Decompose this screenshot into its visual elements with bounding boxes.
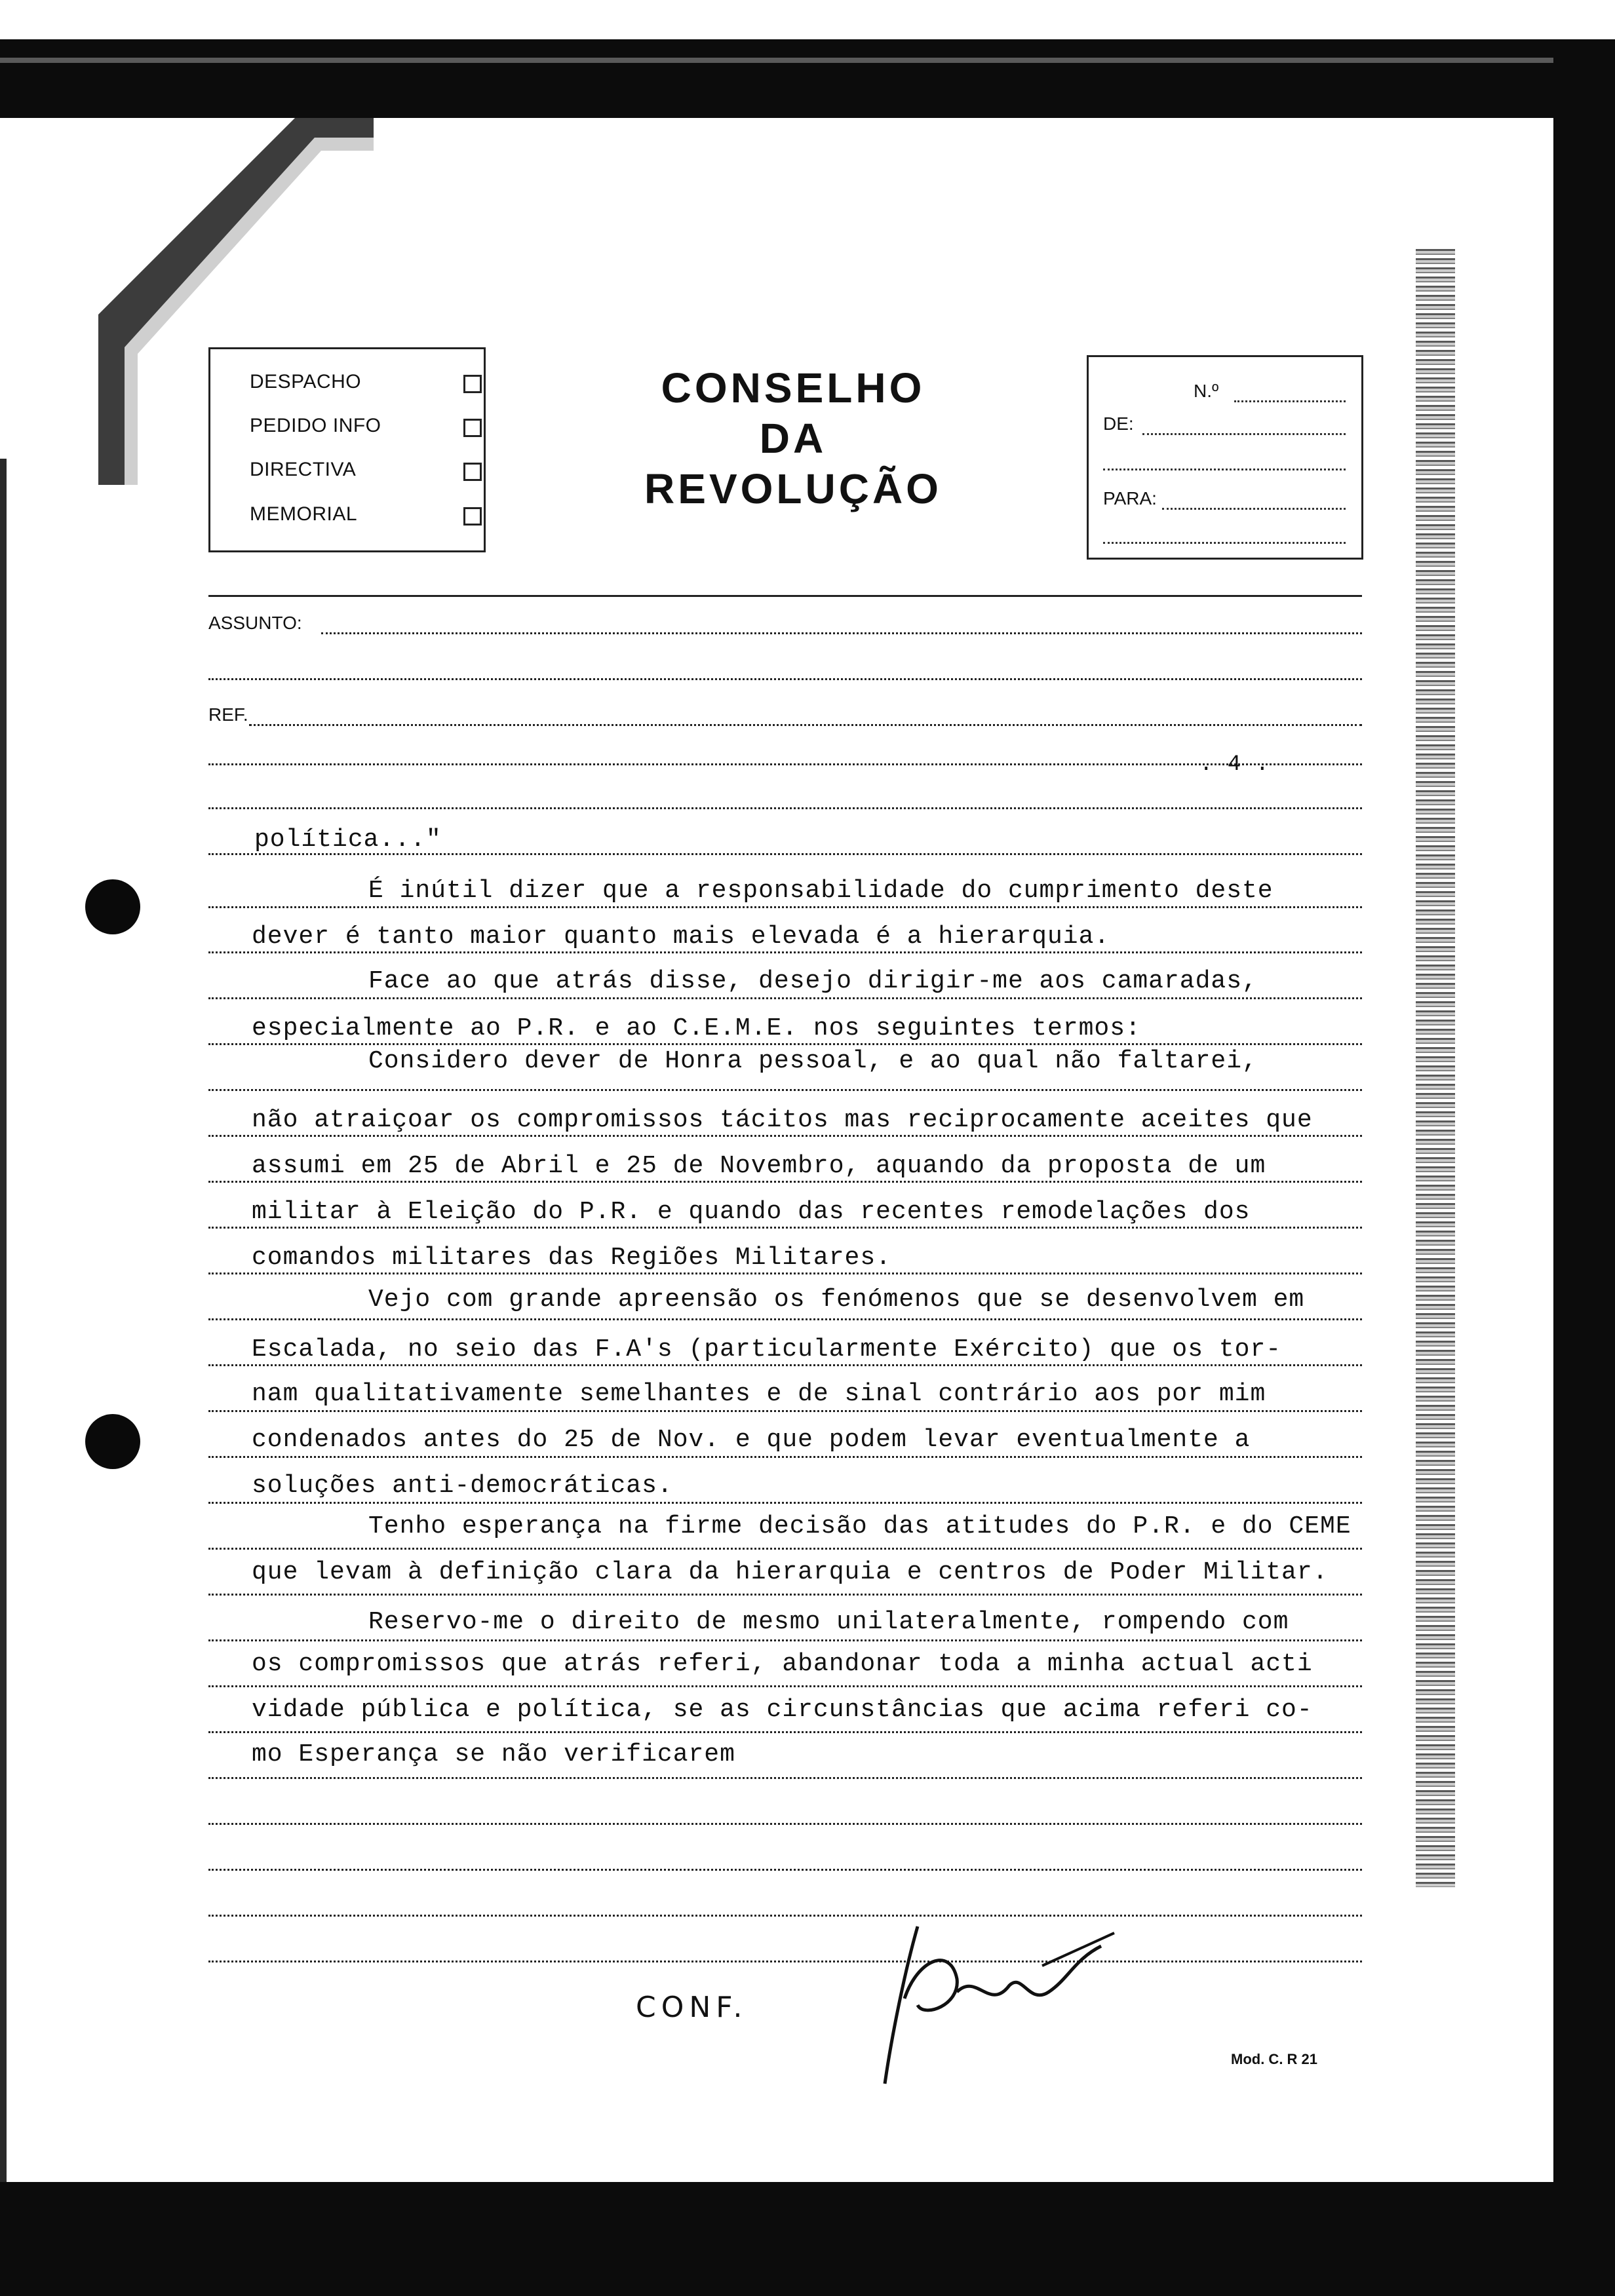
ruled-line: [208, 1181, 1362, 1183]
checkbox-square[interactable]: [463, 463, 482, 481]
para-line: [1162, 508, 1346, 510]
ref-line-2[interactable]: [208, 763, 1362, 765]
body-line: não atraiçoar os compromissos tácitos mas reciprocamente aceites que: [252, 1106, 1313, 1134]
assunto-line[interactable]: [321, 632, 1362, 634]
body-line: Vejo com grande apreensão os fenómenos que se desenvolvem em: [368, 1286, 1305, 1314]
body-line: que levam à definição clara da hierarquia e centros de Poder Militar.: [252, 1558, 1329, 1586]
body-line: Tenho esperança na firme decisão das atitudes do P.R. e do CEME: [368, 1512, 1352, 1540]
header-separator: [208, 595, 1362, 597]
body-line: os compromissos que atrás referi, abandonar toda a minha actual acti: [252, 1650, 1313, 1678]
checkbox-square[interactable]: [463, 419, 482, 437]
de-field[interactable]: [1103, 413, 1134, 434]
punch-hole-bottom: [85, 1414, 140, 1469]
checkbox-label: PEDIDO INFO: [250, 415, 381, 436]
body-line: dever é tanto maior quanto mais elevada é a hierarquia.: [252, 923, 1110, 951]
checkbox-label: DESPACHO: [250, 371, 362, 392]
de-line-2: [1103, 469, 1346, 470]
ruled-line: [208, 906, 1362, 908]
ruled-line: [208, 1639, 1362, 1641]
body-line: assumi em 25 de Abril e 25 de Novembro, aquando da proposta de um: [252, 1152, 1266, 1180]
para-line-2: [1103, 542, 1346, 544]
checkbox-square[interactable]: [463, 375, 482, 393]
checkbox-despacho[interactable]: [250, 369, 361, 395]
checkbox-memorial[interactable]: [250, 501, 357, 527]
ruled-line: [208, 1410, 1362, 1412]
de-label: DE:: [1103, 413, 1134, 434]
ref-label: REF.: [208, 704, 248, 725]
checkbox-label: MEMORIAL: [250, 503, 358, 525]
ruled-line: [208, 1548, 1362, 1550]
conf-stamp: CONF.: [636, 1991, 748, 2024]
checkbox-directiva[interactable]: [250, 457, 356, 483]
form-code: Mod. C. R 21: [1231, 2051, 1318, 2067]
ruled-line: [208, 807, 1362, 809]
routing-checkbox-panel: [208, 347, 486, 552]
ruled-line: [208, 1594, 1362, 1596]
body-line: especialmente ao P.R. e ao C.E.M.E. nos seguintes termos:: [252, 1014, 1141, 1043]
ruled-line: [208, 1915, 1362, 1917]
ruled-line: [208, 1685, 1362, 1687]
para-label: PARA:: [1103, 488, 1157, 508]
body-line: Escalada, no seio das F.A's (particularmente Exército) que os tor-: [252, 1335, 1282, 1364]
body-line: comandos militares das Regiões Militares.: [252, 1244, 891, 1272]
checkbox-label: DIRECTIVA: [250, 459, 357, 480]
para-field[interactable]: [1103, 488, 1157, 509]
scan-border-line: [0, 58, 1615, 63]
checkbox-pedido-info[interactable]: [250, 413, 381, 439]
ruled-line: [208, 1364, 1362, 1366]
scan-border-top: [0, 39, 1615, 118]
numero-line: [1234, 400, 1346, 402]
body-line: soluções anti-democráticas.: [252, 1472, 673, 1500]
body-line: Considero dever de Honra pessoal, e ao qual não faltarei,: [368, 1047, 1258, 1075]
ruled-line: [208, 1731, 1362, 1733]
ruled-line: [208, 1272, 1362, 1274]
ruled-line: [208, 1456, 1362, 1458]
page-title-line-2: DA: [759, 415, 827, 462]
page-title-line-1: CONSELHO: [661, 364, 925, 411]
ruled-line: [208, 1227, 1362, 1229]
checkbox-square[interactable]: [463, 507, 482, 526]
scan-border-right: [1553, 39, 1615, 2296]
ruled-line: [208, 1502, 1362, 1504]
reference-box: [1087, 355, 1363, 560]
scan-border-left: [0, 459, 7, 2293]
ruled-line: [208, 997, 1362, 999]
numero-label: N.º: [1194, 381, 1219, 401]
body-line: Face ao que atrás disse, desejo dirigir-me aos camaradas,: [368, 967, 1258, 995]
body-line: Reservo-me o direito de mesmo unilateralmente, rompendo com: [368, 1608, 1289, 1636]
ruled-line: [208, 1089, 1362, 1091]
punch-hole-top: [85, 879, 140, 934]
scan-noise: [1416, 249, 1455, 1887]
ruled-line: [208, 1043, 1362, 1045]
body-line: política...": [254, 826, 442, 854]
body-line: É inútil dizer que a responsabilidade do cumprimento deste: [368, 877, 1274, 905]
ruled-line: [208, 1135, 1362, 1137]
ref-line[interactable]: [249, 724, 1362, 726]
body-line: nam qualitativamente semelhantes e de sinal contrário aos por mim: [252, 1380, 1266, 1408]
ruled-line: [208, 951, 1362, 953]
scan-border-bottom: [0, 2182, 1615, 2296]
de-line: [1142, 433, 1346, 435]
body-line: vidade pública e política, se as circunstâncias que acima referi co-: [252, 1696, 1313, 1724]
body-line: mo Esperança se não verificarem: [252, 1740, 735, 1769]
assunto-label: ASSUNTO:: [208, 613, 302, 633]
ruled-line: [208, 1777, 1362, 1779]
ruled-line: [208, 1961, 1362, 1962]
page-title-line-3: REVOLUÇÃO: [644, 465, 942, 512]
ruled-line: [208, 1823, 1362, 1825]
signature: [878, 1920, 1127, 2090]
body-line: condenados antes do 25 de Nov. e que podem levar eventualmente a: [252, 1426, 1251, 1454]
ruled-line: [208, 1318, 1362, 1320]
body-line: militar à Eleição do P.R. e quando das recentes remodelações dos: [252, 1198, 1251, 1226]
ruled-line: [208, 1869, 1362, 1871]
assunto-line-2[interactable]: [208, 678, 1362, 680]
numero-field[interactable]: [1194, 381, 1218, 402]
page-number: . 4 .: [1199, 752, 1270, 777]
